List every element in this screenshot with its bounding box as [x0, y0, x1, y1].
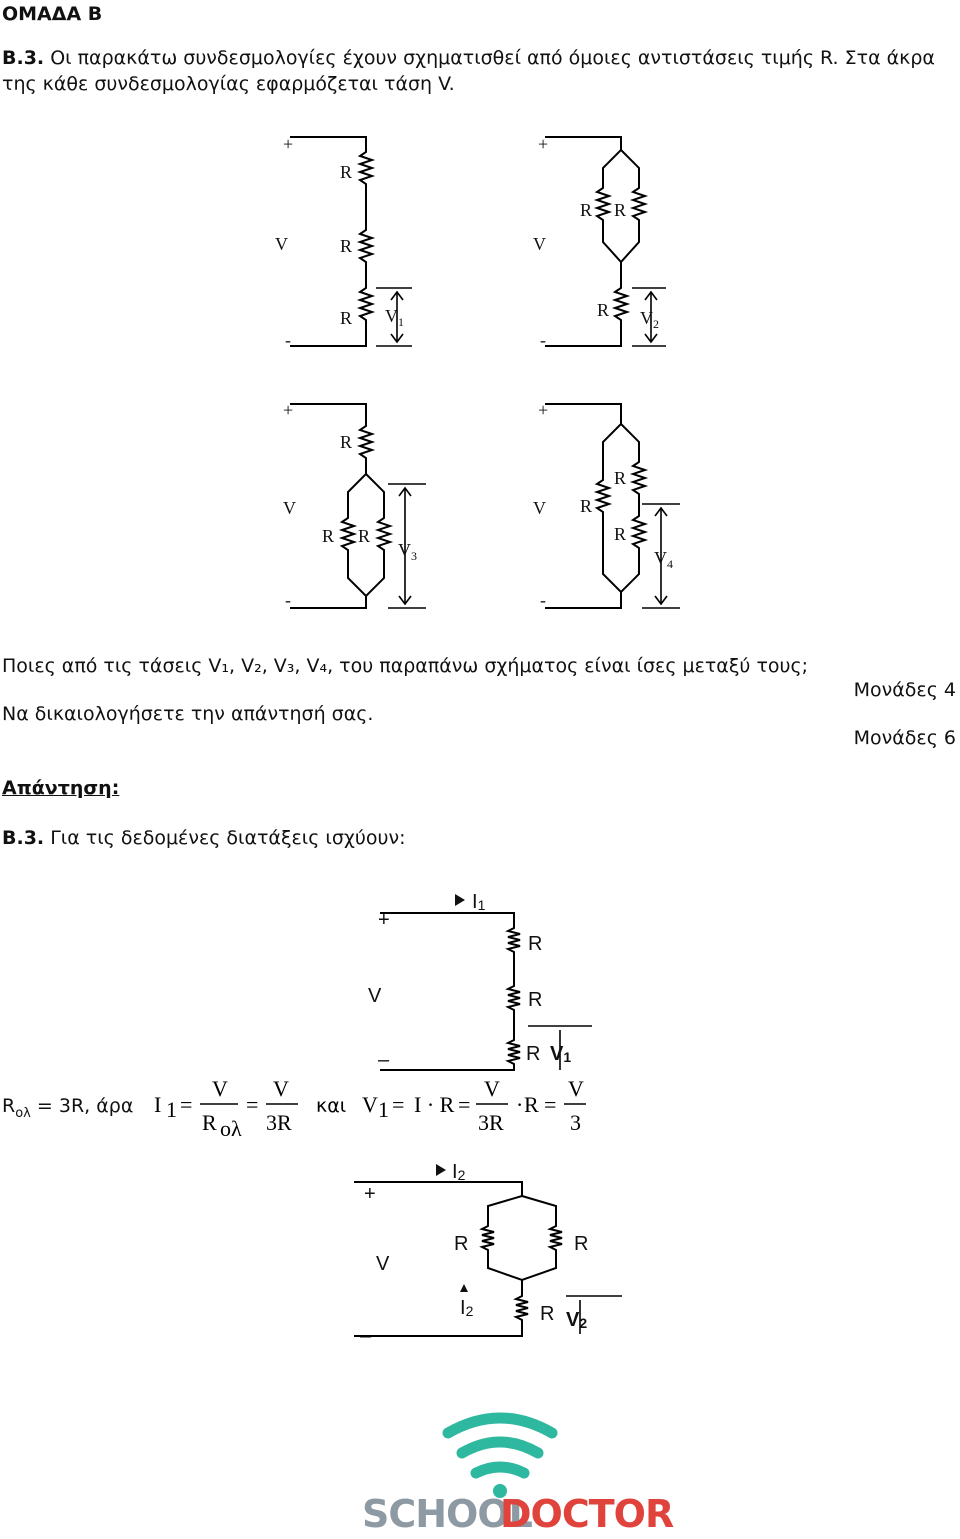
plus-sign: + [283, 400, 294, 420]
resistor-label: R [580, 200, 593, 220]
minus-sign: - [540, 590, 546, 610]
current-arrow-icon [460, 1284, 468, 1292]
resistor-label: R [340, 432, 353, 452]
eq-den-sub: ολ [220, 1116, 242, 1141]
eq-num: V [568, 1076, 584, 1101]
plus-sign: + [283, 134, 294, 154]
ask-prefix: Ποιες από τις τάσεις [2, 655, 209, 677]
eq-sub: 1 [166, 1097, 177, 1122]
resistor-label: R [526, 1043, 541, 1065]
resistor-label: R [614, 468, 627, 488]
wifi-icon [448, 1418, 552, 1473]
voltage-label: V [275, 234, 288, 254]
schooldoctor-logo [350, 1405, 674, 1536]
ask-vars: V₁, V₂, V₃, V₄ [208, 655, 328, 677]
eq-sign: = [458, 1092, 471, 1117]
eq-num: V [212, 1076, 228, 1101]
resistor-label: R [322, 526, 335, 546]
eq-v: V [362, 1092, 378, 1117]
answer-intro-text: Για τις δεδομένες διατάξεις ισχύουν: [50, 827, 406, 849]
logo-school: SCHOOL [362, 1492, 532, 1536]
eq-dot: · [516, 1092, 524, 1117]
eq-num: V [273, 1076, 289, 1101]
minus-sign: - [285, 330, 291, 350]
rol-value: = 3R, άρα [30, 1095, 134, 1117]
plus-sign: + [538, 400, 549, 420]
minus-sign: – [360, 1325, 372, 1347]
current-arrow-icon [436, 1164, 446, 1176]
plus-sign: + [378, 909, 390, 931]
current-label: I1 [472, 891, 486, 913]
resistor-label: R [574, 1233, 589, 1255]
plus-sign: + [364, 1183, 376, 1205]
resistor-label: R [340, 236, 353, 256]
minus-sign: – [378, 1049, 390, 1071]
resistor-label: R [597, 300, 610, 320]
question-text-1: Οι παρακάτω συνδεσμολογίες έχουν σχηματισθεί από όμοιες αντιστάσεις τιμής R. Στα άκρα [50, 47, 935, 69]
question-justify: Να δικαιολογήσετε την απάντησή σας. [2, 703, 374, 725]
current-label: I2 [452, 1161, 466, 1183]
voltage-label: V [283, 498, 296, 518]
resistor-label: R [340, 308, 353, 328]
rol-sub: ολ [15, 1105, 31, 1121]
plus-sign: + [538, 134, 549, 154]
resistor-label: R [358, 526, 371, 546]
logo-doctor: DOCTOR [500, 1492, 674, 1536]
current-label: I2 [460, 1297, 474, 1319]
rol-label: R [2, 1095, 16, 1117]
resistor-label: R [340, 162, 353, 182]
minus-sign: - [540, 330, 546, 350]
voltage-label: V [376, 1253, 390, 1275]
eq-num: V [484, 1076, 500, 1101]
question-line-2: της κάθε συνδεσμολογίας εφαρμόζεται τάση V. [2, 73, 455, 95]
eq-ir: I · R [414, 1092, 455, 1117]
v2-label: $V_2$ [640, 308, 659, 331]
resistor-label: R [528, 989, 543, 1011]
eq-sign: = [246, 1092, 259, 1117]
question-number: Β.3. [2, 47, 45, 69]
eq-sign: = [180, 1092, 193, 1117]
resistor-label: R [614, 200, 627, 220]
points-4: Μονάδες 4 [853, 679, 956, 701]
eq-den: R [202, 1110, 217, 1135]
resistor-label: R [454, 1233, 469, 1255]
v1-label: V1 [550, 1043, 572, 1065]
v2-label: V2 [566, 1309, 588, 1331]
answer-number: Β.3. [2, 827, 45, 849]
v3-label: $V_3$ [398, 540, 417, 563]
eq-den: 3R [478, 1110, 504, 1135]
eq-r: R [524, 1092, 539, 1117]
eq-den: 3R [266, 1110, 292, 1135]
eq-sign: = [392, 1092, 405, 1117]
ask-suffix: , του παραπάνω σχήματος είναι ίσες μεταξύ τους; [327, 655, 809, 677]
v1-label: $V_1$ [385, 306, 404, 329]
resistor-label: R [580, 496, 593, 516]
voltage-label: V [533, 234, 546, 254]
eq-den: 3 [570, 1110, 581, 1135]
and-word: και [316, 1095, 347, 1117]
group-title: ΟΜΑΔΑ Β [2, 3, 103, 25]
resistor-label: R [614, 524, 627, 544]
minus-sign: - [285, 590, 291, 610]
eq-sub: 1 [378, 1097, 389, 1122]
v4-label: $V_4$ [654, 548, 673, 571]
eq-i: I [154, 1092, 162, 1117]
resistor-label: R [540, 1303, 555, 1325]
voltage-label: V [368, 985, 382, 1007]
voltage-label: V [533, 498, 546, 518]
answer-heading: Απάντηση: [2, 777, 120, 799]
eq-sign: = [544, 1092, 557, 1117]
points-6: Μονάδες 6 [853, 727, 956, 749]
resistor-label: R [528, 933, 543, 955]
